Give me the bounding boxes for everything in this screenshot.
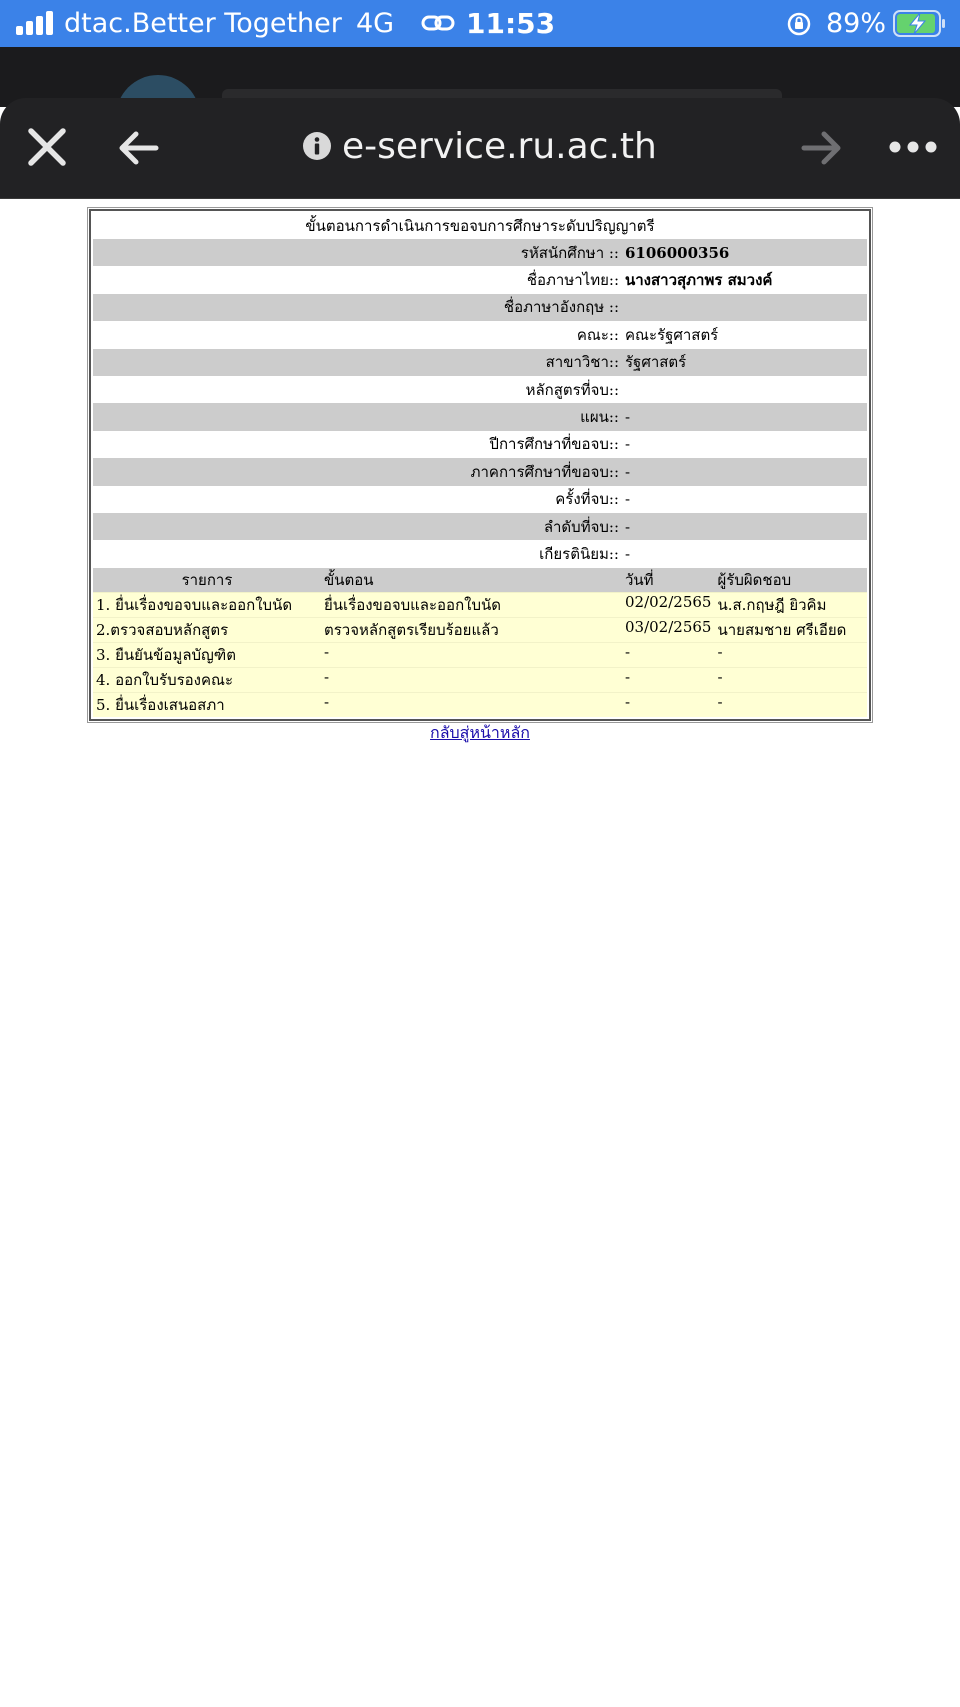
step-status: -: [321, 667, 622, 692]
table-row: [93, 592, 867, 617]
step-item: 1. ยื่นเรื่องขอจบและออกใบนัด: [93, 592, 321, 617]
honors-value: -: [625, 544, 631, 563]
table-row: [93, 617, 867, 642]
status-bar: [0, 0, 960, 47]
student-id-label: รหัสนักศึกษา ::: [93, 239, 622, 266]
link-icon: [421, 13, 455, 33]
step-item: 2.ตรวจสอบหลักสูตร: [93, 617, 321, 642]
step-status: -: [321, 642, 622, 667]
carrier-name: dtac.Better Together: [64, 8, 342, 39]
battery-charging-icon: [893, 10, 947, 37]
orientation-lock-icon: [786, 11, 812, 37]
step-status: -: [321, 692, 622, 717]
column-header-date: วันที่: [622, 568, 714, 592]
step-owner: นายสมชาย ศรีเอียด: [714, 617, 867, 642]
academic-year-label: ปีการศึกษาที่ขอจบ::: [489, 435, 619, 454]
graduation-round-value: -: [625, 490, 631, 509]
back-arrow-icon[interactable]: [118, 130, 160, 166]
graduation-order-value: -: [622, 513, 867, 540]
forward-arrow-icon[interactable]: [800, 130, 842, 166]
major-label: สาขาวิชา::: [93, 349, 622, 376]
back-to-home-link[interactable]: กลับสู่หน้าหลัก: [430, 723, 530, 742]
honors-label: เกียรตินิยม::: [539, 544, 619, 563]
english-name-value: [622, 294, 867, 321]
curriculum-label: หลักสูตรที่จบ::: [525, 380, 619, 399]
network-type: 4G: [356, 8, 395, 39]
step-date: -: [622, 667, 714, 692]
column-header-status: ขั้นตอน: [321, 568, 622, 592]
step-date: 03/02/2565: [622, 617, 714, 642]
battery-percent: 89%: [826, 8, 887, 39]
english-name-label: ชื่อภาษาอังกฤษ ::: [93, 294, 622, 321]
step-owner: น.ส.กฤษฎี ยิวคิม: [714, 592, 867, 617]
more-options-icon[interactable]: [888, 140, 938, 154]
step-owner: -: [714, 667, 867, 692]
step-item: 4. ออกใบรับรองคณะ: [93, 667, 321, 692]
major-value: รัฐศาสตร์: [622, 349, 867, 376]
semester-value: -: [622, 458, 867, 485]
column-header-item: รายการ: [93, 568, 321, 592]
step-owner: -: [714, 642, 867, 667]
clock: 11:53: [466, 7, 556, 40]
close-icon[interactable]: [26, 126, 68, 168]
step-date: 02/02/2565: [622, 592, 714, 617]
graduation-round-label: ครั้งที่จบ::: [555, 490, 619, 509]
url-text: e-service.ru.ac.th: [342, 125, 657, 167]
semester-label: ภาคการศึกษาที่ขอจบ::: [93, 458, 622, 485]
step-date: -: [622, 642, 714, 667]
step-date: -: [622, 692, 714, 717]
info-icon[interactable]: [302, 131, 332, 161]
faculty-label: คณะ::: [576, 325, 619, 344]
cellular-signal-icon: [16, 11, 56, 35]
page-title: ขั้นตอนการดำเนินการขอจบการศึกษาระดับปริญญาตรี: [305, 217, 655, 235]
step-item: 3. ยืนยันข้อมูลบัญฑิต: [93, 642, 321, 667]
browser-toolbar: [0, 98, 960, 199]
graduation-order-label: ลำดับที่จบ::: [93, 513, 622, 540]
step-item: 5. ยื่นเรื่องเสนอสภา: [93, 692, 321, 717]
table-row: [93, 667, 867, 692]
thai-name-label: ชื่อภาษาไทย::: [526, 271, 619, 290]
table-row: [93, 692, 867, 717]
column-header-owner: ผู้รับผิดชอบ: [714, 568, 867, 592]
plan-value: -: [622, 403, 867, 430]
step-status: ตรวจหลักสูตรเรียบร้อยแล้ว: [321, 617, 622, 642]
step-status: ยื่นเรื่องขอจบและออกใบนัด: [321, 592, 622, 617]
student-id-value: 6106000356: [622, 239, 867, 266]
table-row: [93, 642, 867, 667]
plan-label: แผน::: [93, 403, 622, 430]
step-owner: -: [714, 692, 867, 717]
address-bar[interactable]: [302, 118, 657, 174]
curriculum-value: [622, 376, 867, 403]
academic-year-value: -: [625, 435, 631, 454]
graduation-status-table: [89, 209, 871, 721]
faculty-value: คณะรัฐศาสตร์: [625, 325, 719, 344]
thai-name-value: นางสาวสุภาพร สมวงค์: [625, 271, 773, 290]
